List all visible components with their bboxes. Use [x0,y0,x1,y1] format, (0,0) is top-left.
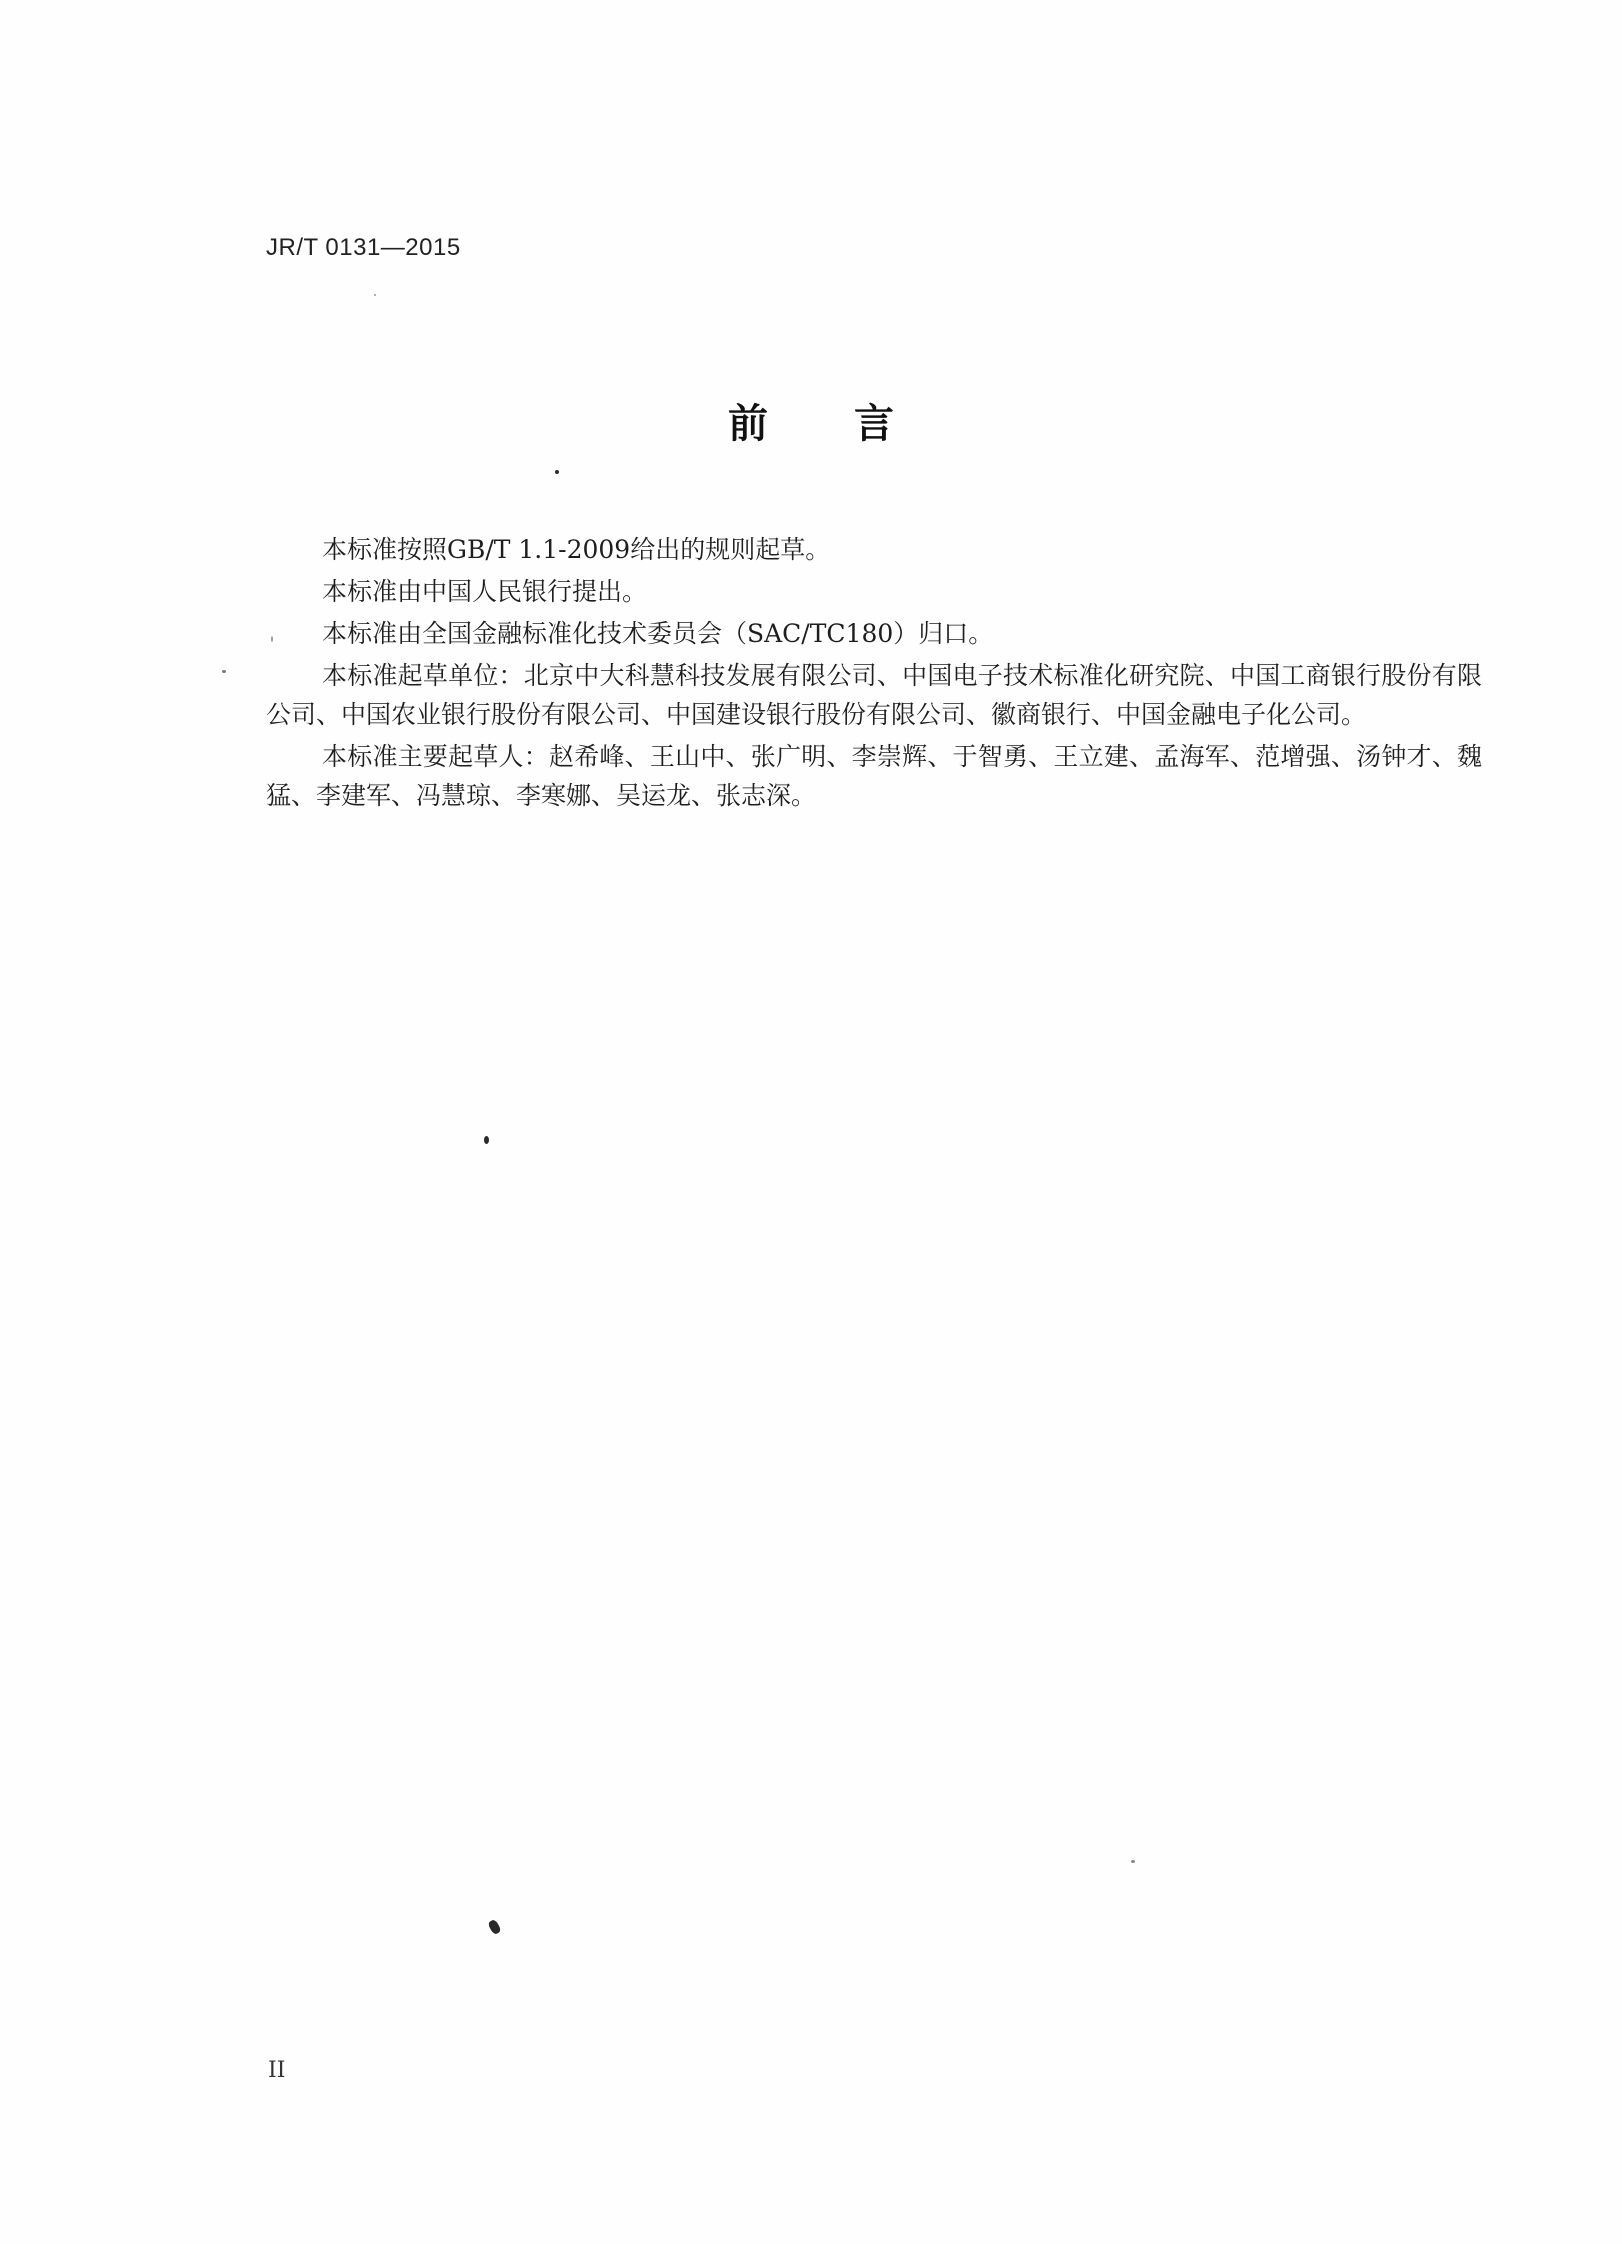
paragraph-drafting-units: 本标准起草单位：北京中大科慧科技发展有限公司、中国电子技术标准化研究院、中国工商银行股份有限公司、中国农业银行股份有限公司、中国建设银行股份有限公司、徽商银行、中国金融电子化公司。 [266,661,1482,729]
title-char-1: 前 [728,401,768,447]
scan-speck [374,294,376,296]
standard-number: JR/T 0131—2015 [266,234,461,261]
paragraph-drafting-rules: 本标准按照GB/T 1.1-2009给出的规则起草。 [322,535,831,564]
scan-speck [484,1136,489,1144]
page-title [0,392,1622,449]
title-char-2: 言 [854,401,894,447]
paragraph-drafters: 本标准主要起草人：赵希峰、王山中、张广明、李崇辉、于智勇、王立建、孟海军、范增强、汤钟才、魏猛、李建军、冯慧琼、李寒娜、吴运龙、张志深。 [266,742,1482,810]
page-number: II [268,2058,286,2083]
scan-speck [222,670,226,673]
paragraph-proposer: 本标准由中国人民银行提出。 [322,577,648,606]
scan-speck [271,636,273,642]
paragraph-committee: 本标准由全国金融标准化技术委员会（SAC/TC180）归口。 [322,619,994,648]
foreword-body [266,530,1482,818]
scan-speck [1131,1860,1135,1863]
scan-speck [487,1919,502,1936]
scan-speck [555,470,559,474]
